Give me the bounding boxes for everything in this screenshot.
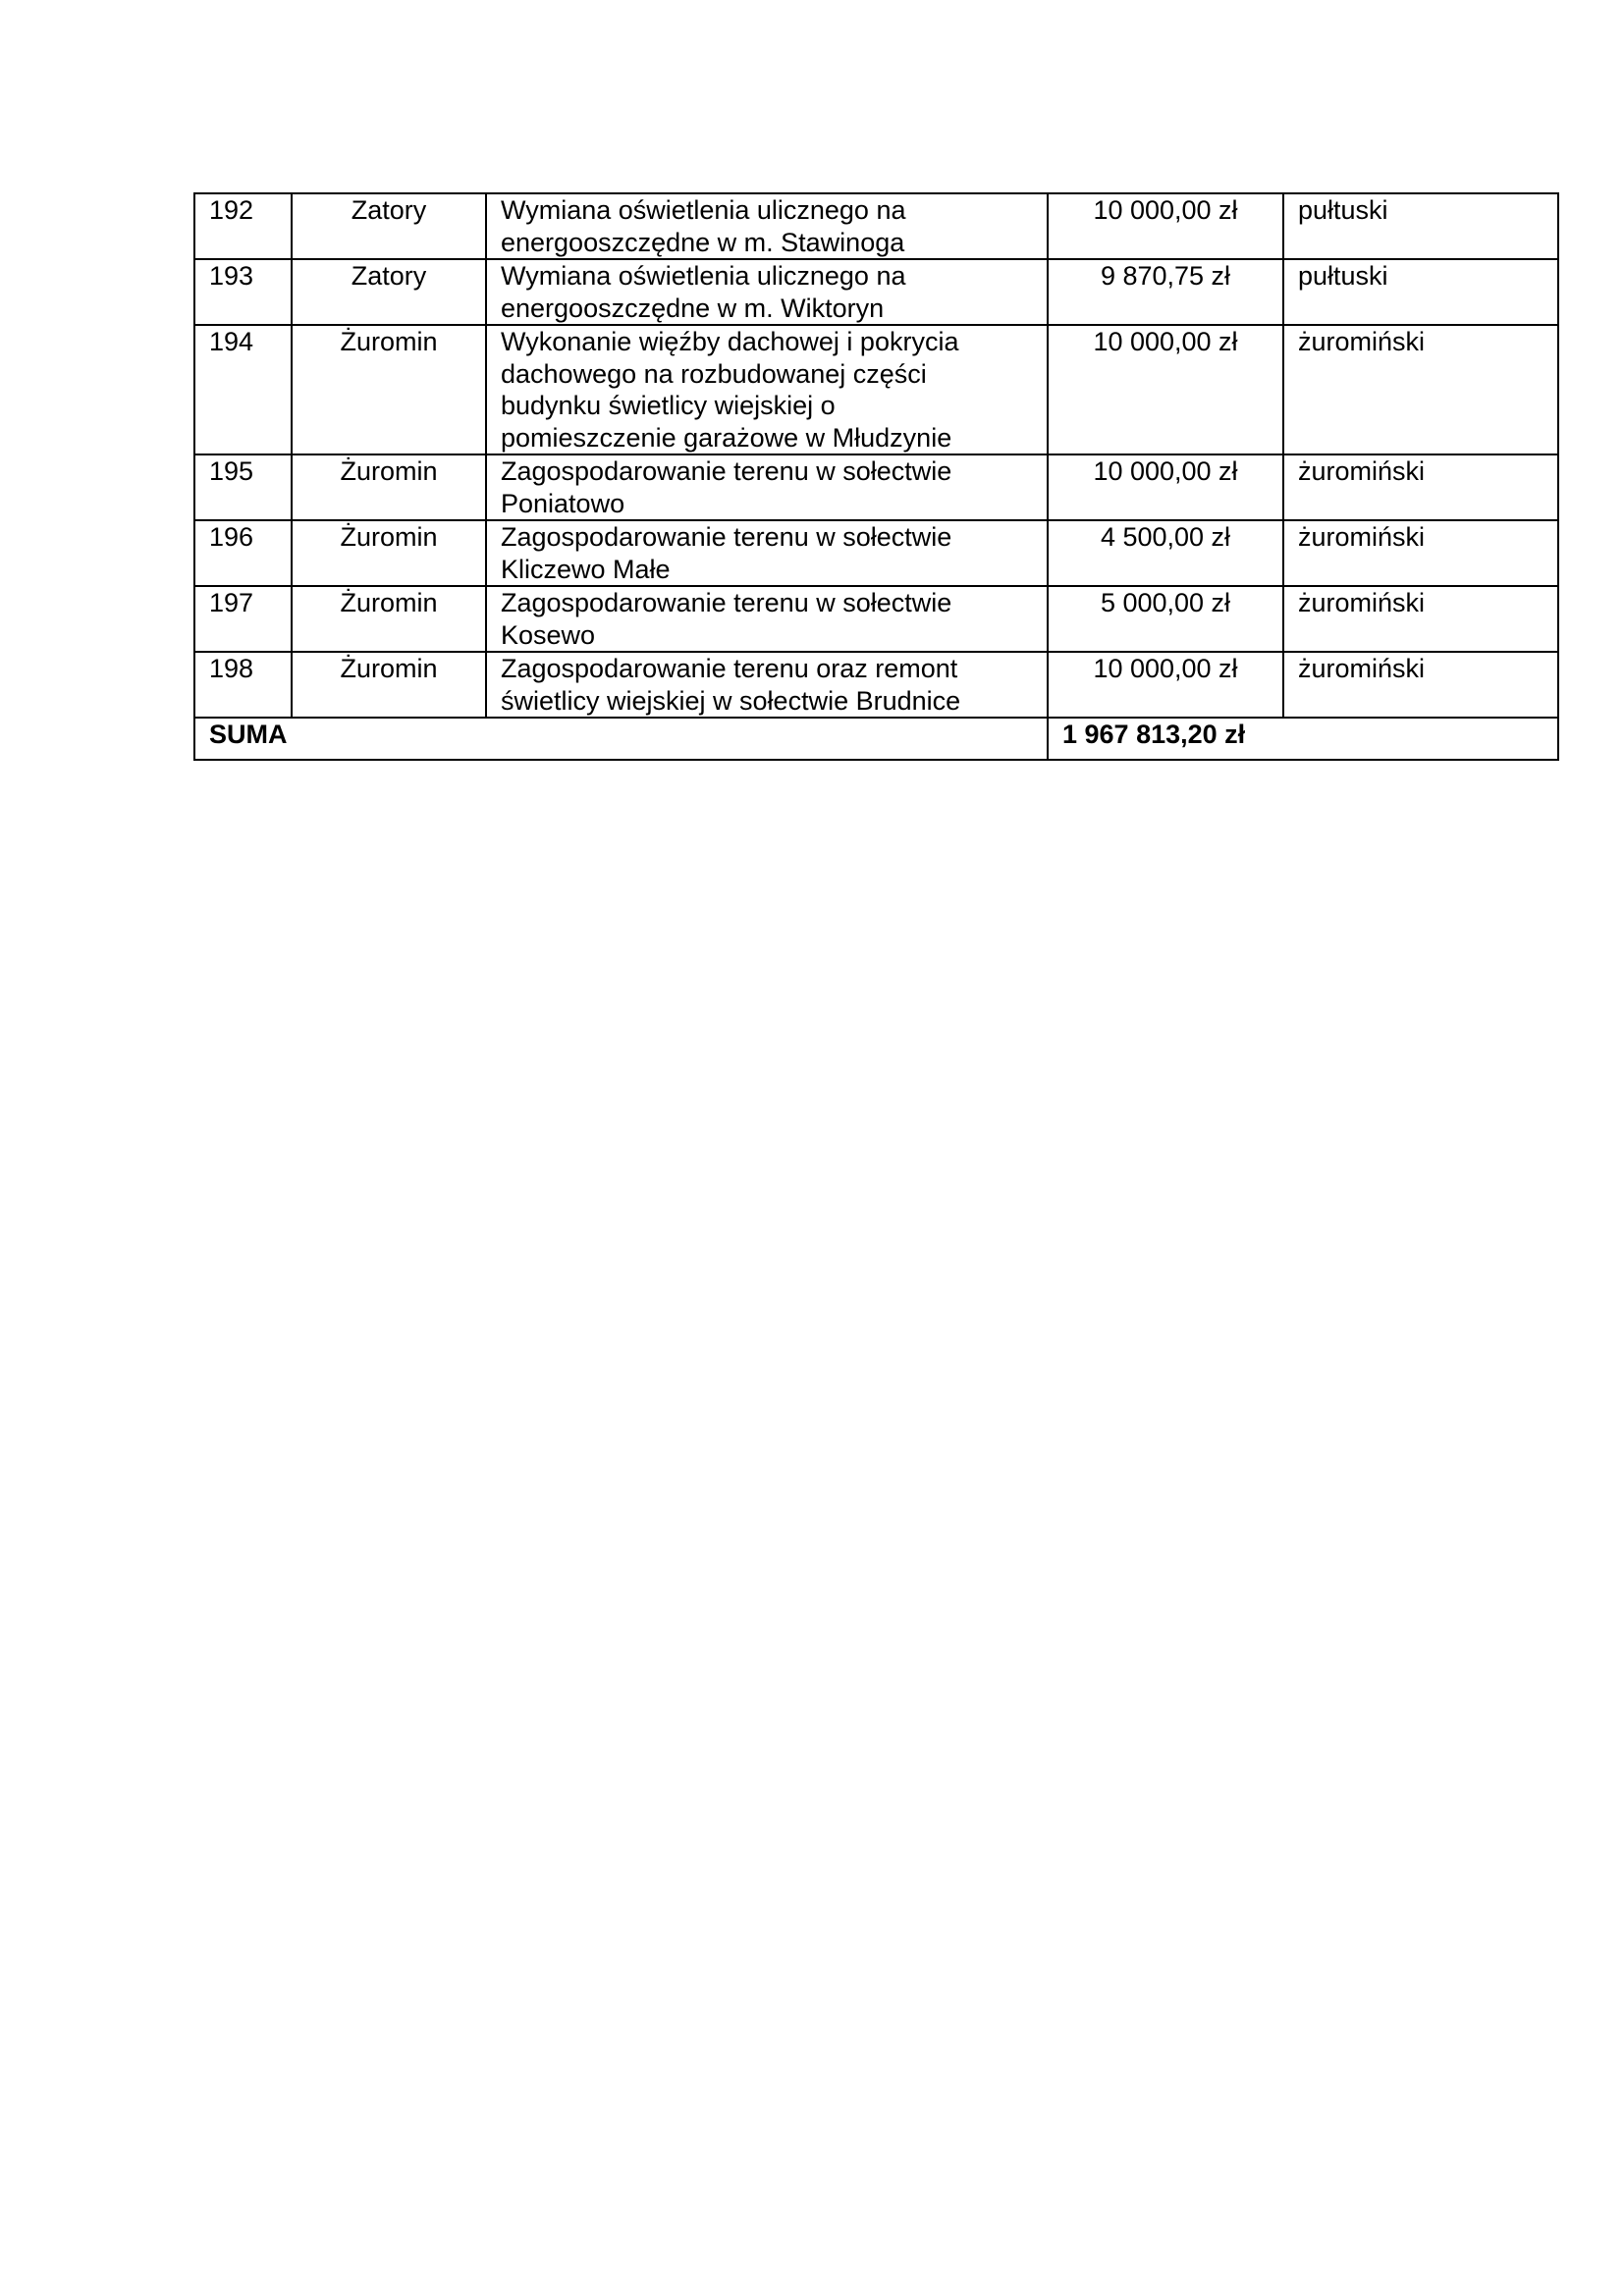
powiat-name: żuromiński bbox=[1283, 454, 1558, 520]
task-description: Wykonanie więźby dachowej i pokrycia dachowego na rozbudowanej części budynku świetlicy wiejskiej o pomieszczenie garażowe w Młudzynie bbox=[486, 325, 1048, 454]
row-number: 195 bbox=[194, 454, 292, 520]
task-description: Zagospodarowanie terenu w sołectwie Kosewo bbox=[486, 586, 1048, 652]
table-row bbox=[194, 325, 1558, 454]
row-number: 193 bbox=[194, 259, 292, 325]
row-number: 194 bbox=[194, 325, 292, 454]
row-number: 197 bbox=[194, 586, 292, 652]
gmina-name: Żuromin bbox=[292, 520, 486, 586]
row-number: 192 bbox=[194, 193, 292, 259]
gmina-name: Żuromin bbox=[292, 325, 486, 454]
powiat-name: pułtuski bbox=[1283, 259, 1558, 325]
task-description: Zagospodarowanie terenu w sołectwie Kliczewo Małe bbox=[486, 520, 1048, 586]
task-description: Wymiana oświetlenia ulicznego na energooszczędne w m. Wiktoryn bbox=[486, 259, 1048, 325]
powiat-name: żuromiński bbox=[1283, 652, 1558, 718]
table-row bbox=[194, 454, 1558, 520]
row-number: 196 bbox=[194, 520, 292, 586]
grant-amount: 10 000,00 zł bbox=[1048, 652, 1283, 718]
gmina-name: Żuromin bbox=[292, 652, 486, 718]
table-row bbox=[194, 520, 1558, 586]
gmina-name: Żuromin bbox=[292, 586, 486, 652]
sum-amount: 1 967 813,20 zł bbox=[1048, 718, 1558, 760]
row-number: 198 bbox=[194, 652, 292, 718]
grant-amount: 10 000,00 zł bbox=[1048, 193, 1283, 259]
gmina-name: Zatory bbox=[292, 259, 486, 325]
powiat-name: żuromiński bbox=[1283, 520, 1558, 586]
grant-amount: 9 870,75 zł bbox=[1048, 259, 1283, 325]
grant-amount: 10 000,00 zł bbox=[1048, 454, 1283, 520]
task-description: Zagospodarowanie terenu oraz remont świetlicy wiejskiej w sołectwie Brudnice bbox=[486, 652, 1048, 718]
table-row bbox=[194, 652, 1558, 718]
gmina-name: Zatory bbox=[292, 193, 486, 259]
gmina-name: Żuromin bbox=[292, 454, 486, 520]
table-row bbox=[194, 193, 1558, 259]
sum-label: SUMA bbox=[194, 718, 1048, 760]
sum-row bbox=[194, 718, 1558, 760]
table-row bbox=[194, 259, 1558, 325]
powiat-name: żuromiński bbox=[1283, 325, 1558, 454]
grants-table bbox=[193, 192, 1559, 761]
task-description: Wymiana oświetlenia ulicznego na energooszczędne w m. Stawinoga bbox=[486, 193, 1048, 259]
task-description: Zagospodarowanie terenu w sołectwie Poniatowo bbox=[486, 454, 1048, 520]
table-row bbox=[194, 586, 1558, 652]
grant-amount: 5 000,00 zł bbox=[1048, 586, 1283, 652]
powiat-name: pułtuski bbox=[1283, 193, 1558, 259]
grant-amount: 10 000,00 zł bbox=[1048, 325, 1283, 454]
powiat-name: żuromiński bbox=[1283, 586, 1558, 652]
grant-amount: 4 500,00 zł bbox=[1048, 520, 1283, 586]
